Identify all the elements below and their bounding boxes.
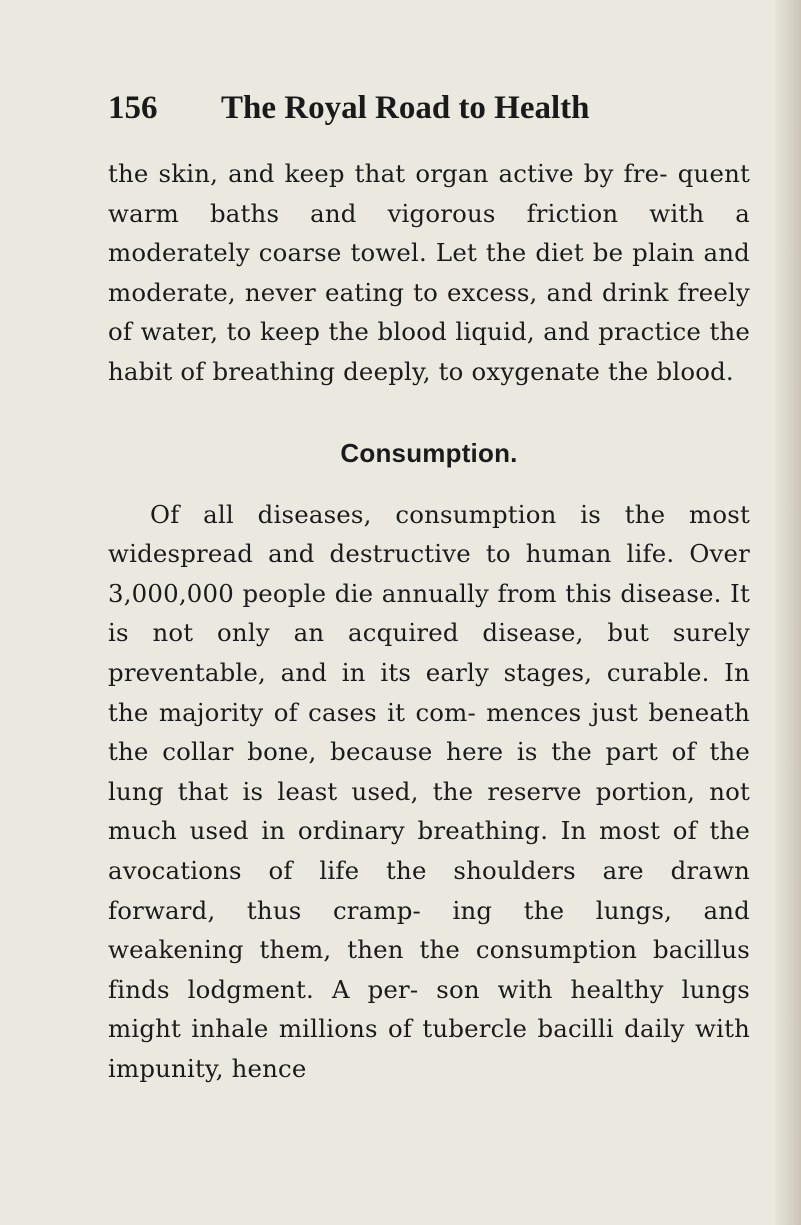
running-head [108, 88, 750, 128]
running-title: The Royal Road to Health [221, 90, 590, 126]
page-number: 156 [108, 90, 158, 126]
text-block [108, 88, 750, 1088]
section-heading: Consumption. [340, 437, 518, 468]
body-paragraph-continued: the skin, and keep that organ active by fre- quent warm baths and vigorous friction with a moderately coarse towel. Let the diet be plain and moderate, never eating to excess, and drink freely of water, to keep the blood liquid, and practice the habit of breathing deeply, to oxygenate the blood. [108, 159, 750, 386]
page-edge-shadow [775, 0, 801, 1225]
body-paragraph-consumption: Of all diseases, consumption is the most widespread and destructive to human life. Over 3,000,000 people die annually from this disease. It is not only an acquired disease, but surely preventable, and in its early stages, curable. In the majority of cases it com- mences just beneath the collar bone, because here is the part of the lung that is least used, the reserve portion, not much used in ordinary breathing. In most of the avocations of life the shoulders are drawn forward, thus cramp- ing the lungs, and weakening them, then the consumption bacillus finds lodgment. A per- son with healthy lungs might inhale millions of tubercle bacilli daily with impunity, hence [108, 499, 750, 1083]
